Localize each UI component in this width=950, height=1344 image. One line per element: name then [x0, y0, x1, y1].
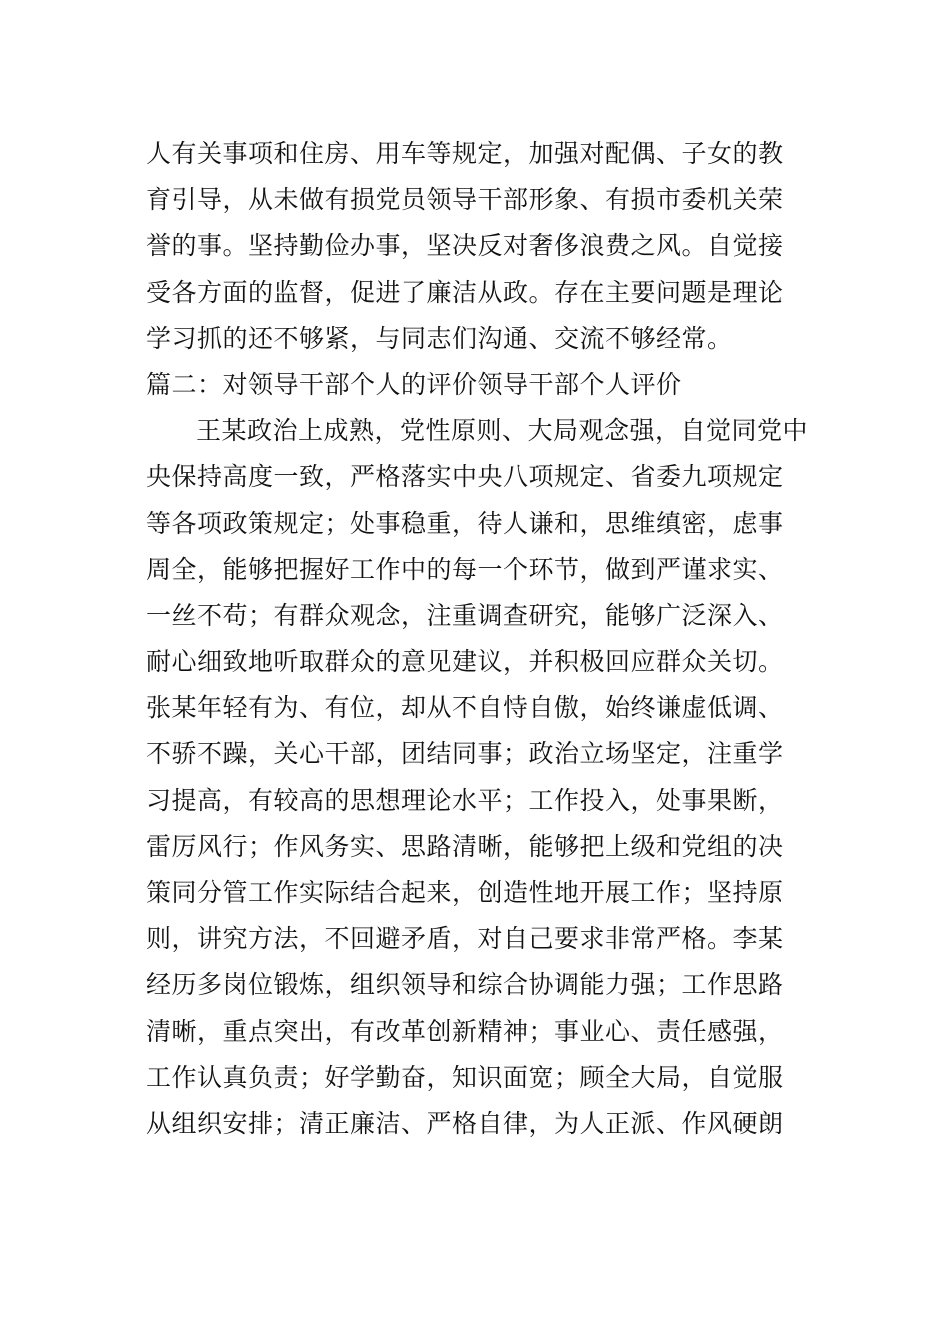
text-line: 不骄不躁，关心干部，团结同事；政治立场坚定，注重学: [146, 739, 784, 769]
text-line: 耐心细致地听取群众的意见建议，并积极回应群众关切。: [146, 647, 784, 677]
text-line: 周全，能够把握好工作中的每一个环节，做到严谨求实、: [146, 554, 784, 584]
text-line: 策同分管工作实际结合起来，创造性地开展工作；坚持原: [146, 878, 784, 907]
text-line: 张某年轻有为、有位，却从不自恃自傲，始终谦虚低调、: [146, 693, 784, 723]
document-body: [146, 131, 826, 1147]
section-heading: 篇二：对领导干部个人的评价领导干部个人评价: [146, 369, 682, 399]
text-line: 学习抓的还不够紧，与同志们沟通、交流不够经常。: [146, 323, 733, 353]
text-line: 人有关事项和住房、用车等规定，加强对配偶、子女的教: [146, 139, 784, 168]
text-line: 从组织安排；清正廉洁、严格自律，为人正派、作风硬朗: [146, 1108, 784, 1138]
text-line: 则，讲究方法，不回避矛盾，对自己要求非常严格。李某: [146, 924, 784, 954]
text-line: 王某政治上成熟，党性原则、大局观念强，自觉同党中: [196, 416, 809, 446]
text-line: 工作认真负责；好学勤奋，知识面宽；顾全大局，自觉服: [146, 1062, 784, 1092]
text-line: 习提高，有较高的思想理论水平；工作投入，处事果断，: [146, 785, 784, 815]
text-line: 誉的事。坚持勤俭办事，坚决反对奢侈浪费之风。自觉接: [146, 231, 784, 261]
text-line: 经历多岗位锻炼，组织领导和综合协调能力强；工作思路: [146, 970, 784, 1000]
text-line: 受各方面的监督，促进了廉洁从政。存在主要问题是理论: [146, 277, 784, 307]
text-line: 等各项政策规定；处事稳重，待人谦和，思维缜密，虑事: [146, 508, 784, 538]
text-line: 央保持高度一致，严格落实中央八项规定、省委九项规定: [146, 462, 784, 492]
text-line: 清晰，重点突出，有改革创新精神；事业心、责任感强，: [146, 1016, 784, 1046]
text-line: 雷厉风行；作风务实、思路清晰，能够把上级和党组的决: [146, 831, 784, 861]
text-line: 一丝不苟；有群众观念，注重调查研究，能够广泛深入、: [146, 600, 784, 630]
text-line: 育引导，从未做有损党员领导干部形象、有损市委机关荣: [146, 185, 784, 215]
